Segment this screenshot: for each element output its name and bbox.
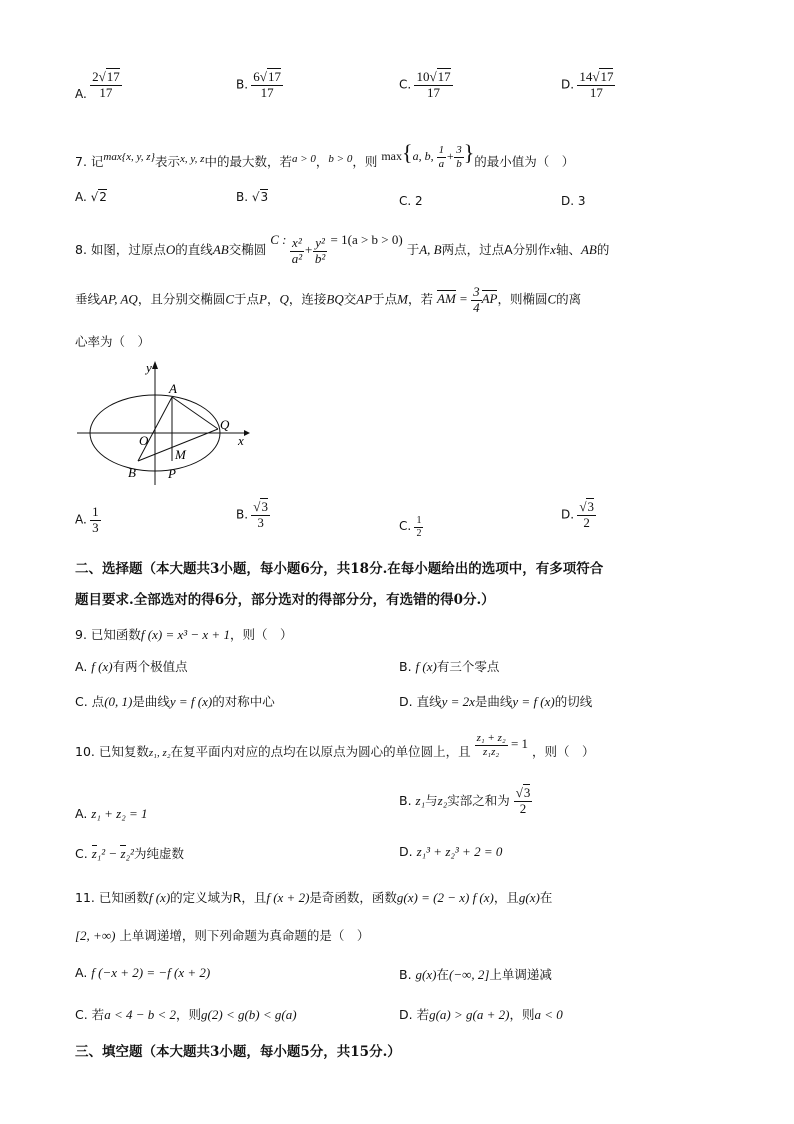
label-q: Q (220, 417, 230, 432)
q9-stem: 9. 已知函数f (x) = x³ − x + 1，则（ ） (75, 627, 293, 642)
q6-option-d[interactable]: D. $\frac{14√17}{17}$ (561, 69, 614, 100)
q10-stem: 10. 已知复数z₁, z₂在复平面内对应的点均在以原点为圆心的单位圆上，且 $\frac{\text{z₁ + z₂}}{\text{z₁z₂}}$ = 1 ，则（ ） (75, 732, 595, 760)
q7-stem: 7. 记max{x, y, z}表示x, y, z中的最大数，若a > 0，b > 0，则 max{a, b, $\frac{1}{a}$ + $\frac{3}{b}$ }的最小值为（ ） (75, 140, 575, 170)
q9-option-c[interactable]: C. 点(0, 1)是曲线y = f (x)的对称中心 (75, 694, 275, 709)
label-a: A (169, 381, 177, 396)
q10-option-a[interactable]: A. z₁ + z₂ = 1 (75, 806, 148, 821)
q8-option-b[interactable]: B. $\frac{√3}{3}$ (236, 499, 268, 530)
label-o: O (139, 433, 149, 448)
section2-heading-line2: 题目要求.全部选对的得6分，部分选对的得部分分，有选错的得0分.） (75, 592, 495, 608)
section2-heading-line1: 二、选择题（本大题共3小题，每小题6分，共18分.在每小题给出的选项中，有多项符合 (75, 561, 604, 577)
label-m: M (175, 447, 186, 462)
q7-option-d[interactable]: D. 3 (561, 194, 586, 208)
label-p: P (168, 466, 176, 481)
q9-option-a[interactable]: A. f (x)有两个极值点 (75, 659, 188, 674)
q11-line2: [2, +∞) 上单调递增，则下列命题为真命题的是（ ） (75, 928, 370, 943)
q8-line2: 垂线AP, AQ，且分别交椭圆C于点P，Q，连接BQ交AP于点M，若 AM = $\frac{3}{4}$ AP，则椭圆C的离 (75, 284, 582, 315)
q11-option-d[interactable]: D. 若g(a) > g(a + 2)，则a < 0 (399, 1007, 563, 1022)
q8-option-d[interactable]: D. $\frac{√3}{2}$ (561, 499, 594, 530)
q6-option-a[interactable]: A. $\frac{2√17}{17}$ (75, 69, 120, 101)
label-b: B (128, 465, 136, 480)
q10-option-b[interactable]: B. z₁与z₂实部之和为 $\frac{√3}{2}$ (399, 785, 531, 816)
q10-option-c[interactable]: C. z₁² − z₂²为纯虚数 (75, 846, 184, 861)
q8-option-a[interactable]: A. $\frac{1}{3}$ (75, 504, 99, 535)
q7-option-b[interactable]: B. √3 (236, 190, 269, 204)
q7-option-a[interactable]: A. √2 (75, 190, 107, 204)
q9-option-d[interactable]: D. 直线y = 2x是曲线y = f (x)的切线 (399, 694, 593, 709)
q6-option-c[interactable]: C. $\frac{10√17}{17}$ (399, 69, 451, 100)
q8-line3: 心率为（ ） (75, 334, 151, 349)
q11-option-a[interactable]: A. f (−x + 2) = −f (x + 2) (75, 965, 211, 980)
ellipse-figure (72, 355, 252, 485)
q11-option-c[interactable]: C. 若a < 4 − b < 2，则g(2) < g(b) < g(a) (75, 1007, 297, 1022)
q9-option-b[interactable]: B. f (x)有三个零点 (399, 659, 500, 674)
q6-option-b[interactable]: B. $\frac{6√17}{17}$ (236, 69, 281, 100)
section3-heading: 三、填空题（本大题共3小题，每小题5分，共15分.） (75, 1044, 401, 1060)
label-x: x (238, 433, 244, 448)
q8-option-c[interactable]: C. $\frac{1}{2}$ (399, 515, 422, 539)
q11-option-b[interactable]: B. g(x)在(−∞, 2]上单调递减 (399, 967, 552, 982)
q7-option-c[interactable]: C. 2 (399, 194, 423, 208)
label-y: y (146, 360, 152, 375)
q11-line1: 11. 已知函数f (x)的定义域为R，且f (x + 2)是奇函数，函数g(x) = (2 − x) f (x)，且g(x)在 (75, 890, 553, 905)
q8-line1: 8. 如图，过原点O的直线AB交椭圆 C : $\frac{\text{x²}}{\text{a²}}$ + $\frac{\text{y²}}{\text{b²}}$ = 1(a > b > 0) 于A, B两点，过点A分别作x轴、AB的 (75, 232, 610, 266)
q10-option-d[interactable]: D. z₁³ + z₂³ + 2 = 0 (399, 844, 503, 859)
